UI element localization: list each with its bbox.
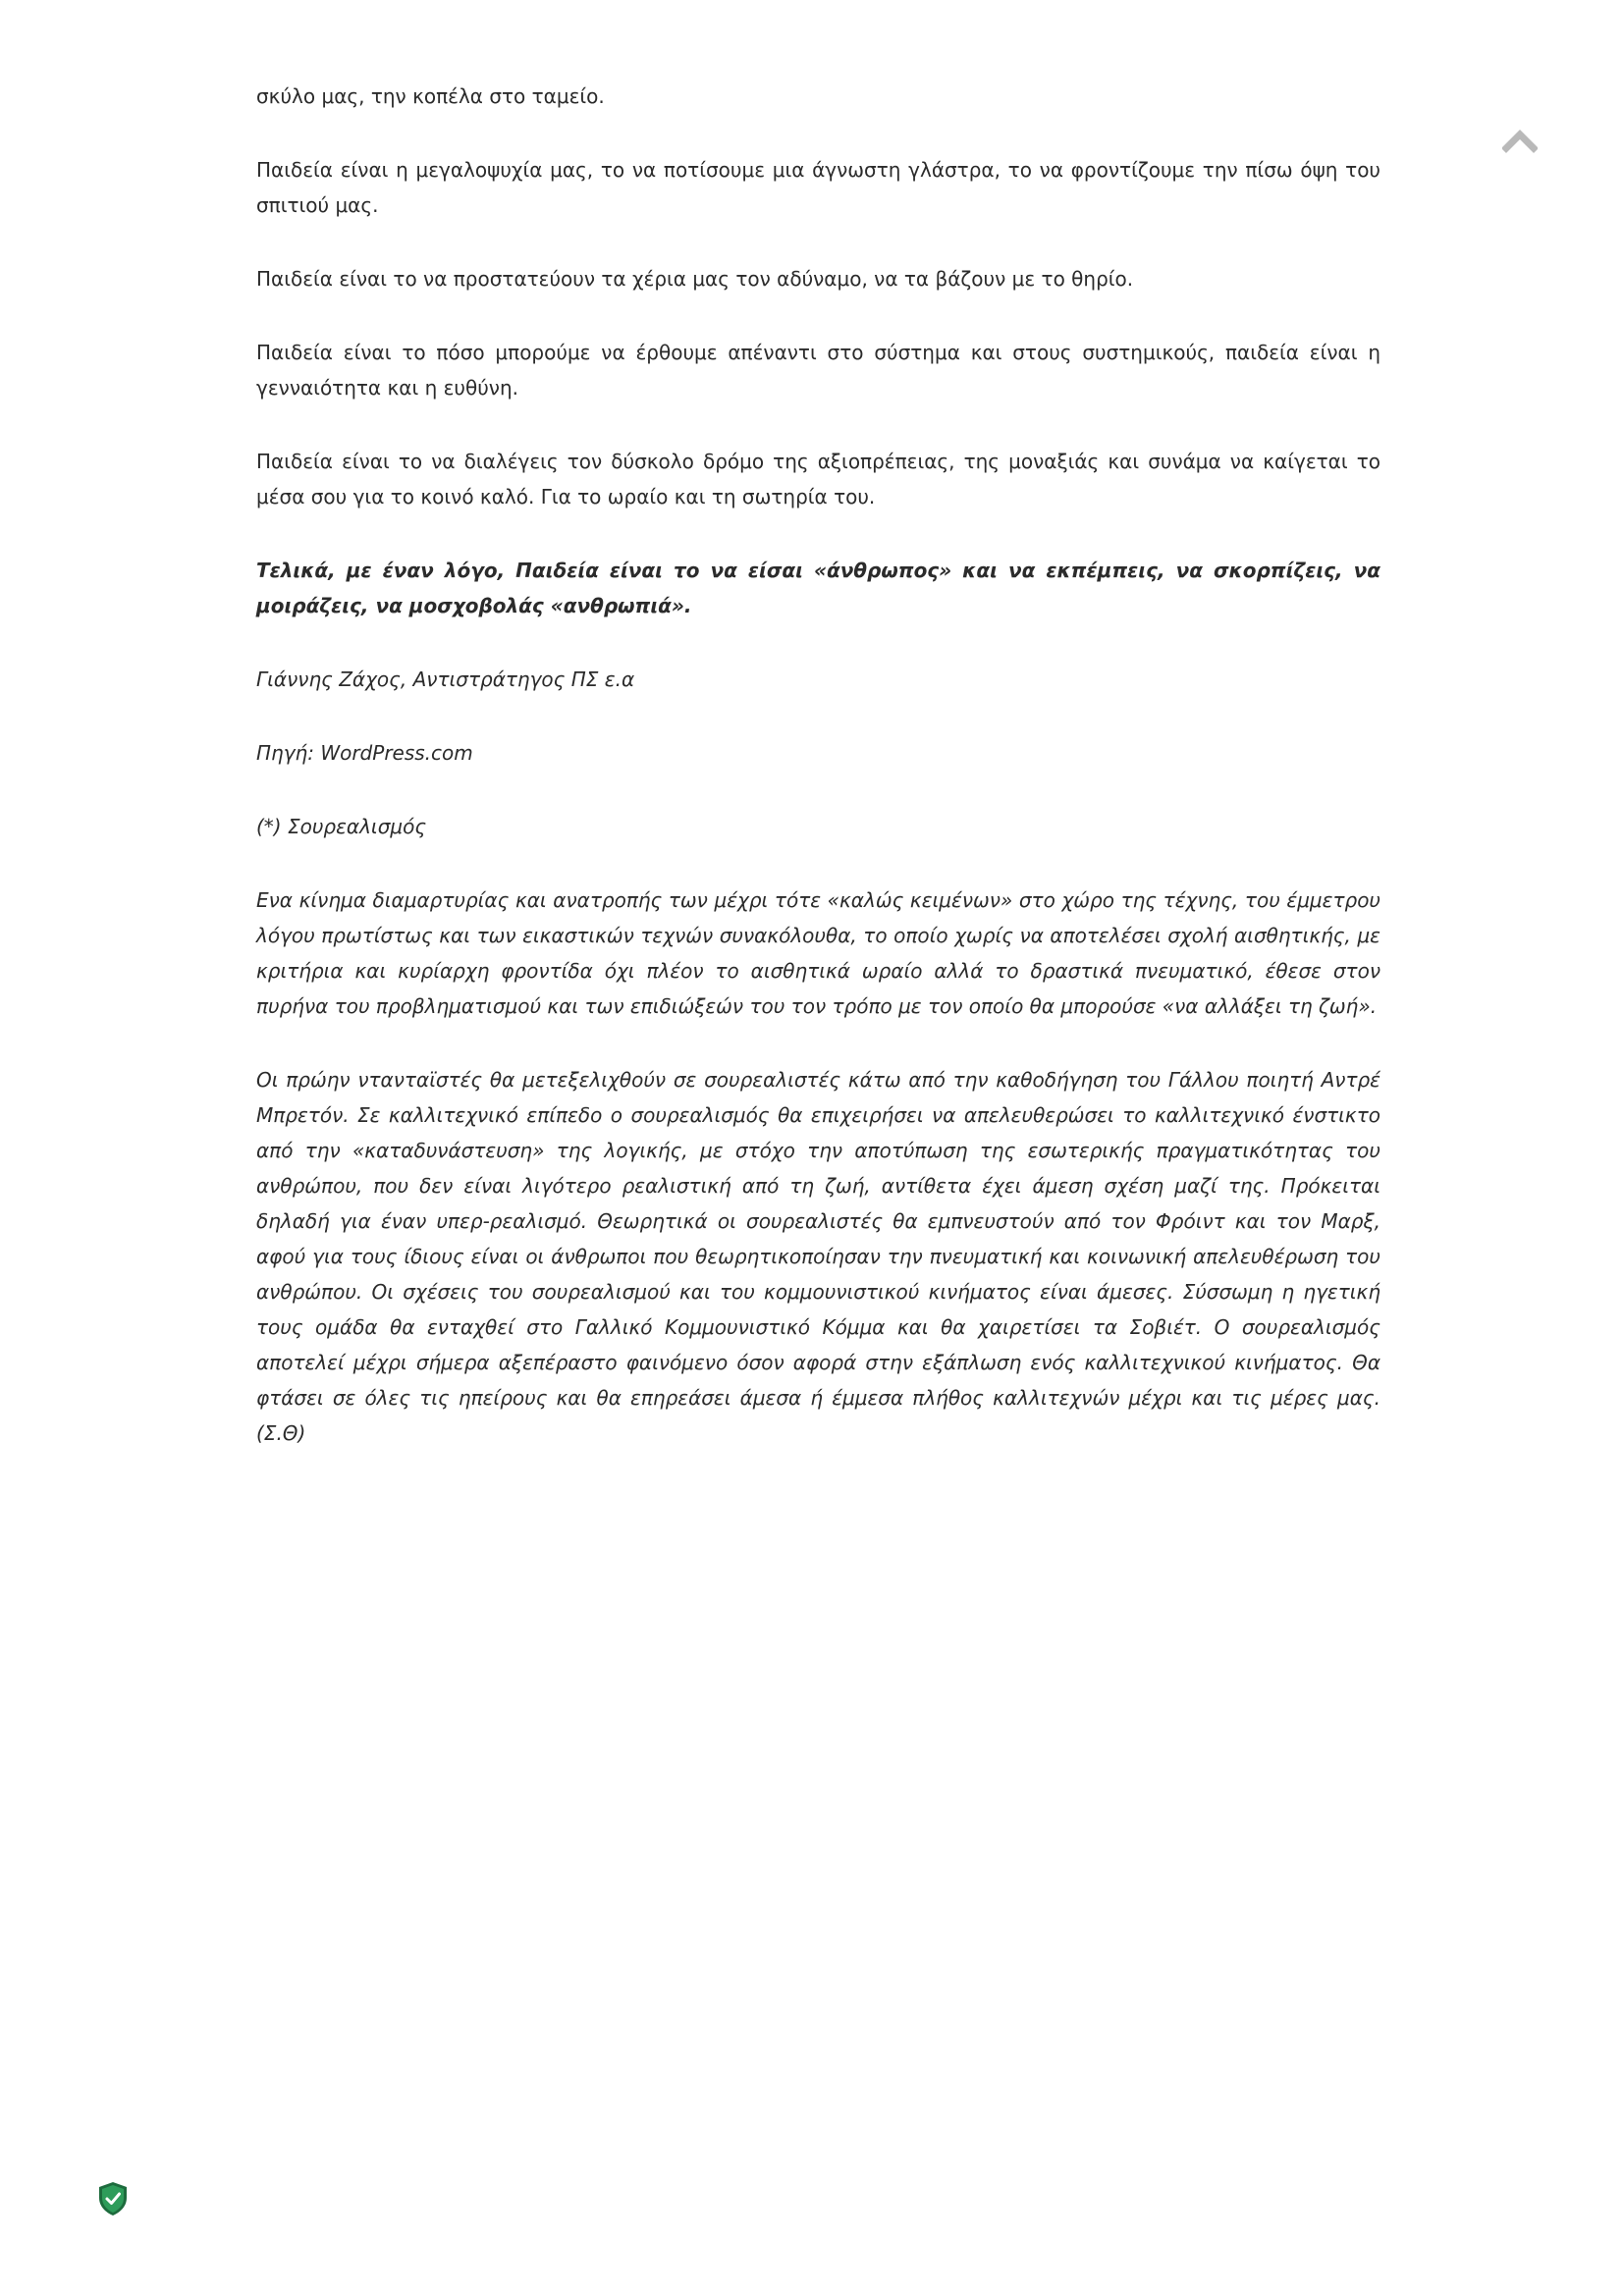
conclusion-paragraph: Τελικά, με έναν λόγο, Παιδεία είναι το να είσαι «άνθρωπος» και να εκπέμπεις, να σκορπίζεις, να μοιράζεις, να μοσχοβολάς «ανθρωπιά». xyxy=(256,559,1380,617)
security-badge[interactable] xyxy=(97,2181,129,2216)
chevron-up-icon xyxy=(1502,128,1538,153)
source-credit: Πηγή: WordPress.com xyxy=(256,741,473,765)
article-paragraph: Παιδεία είναι η μεγαλοψυχία μας, το να ποτίσουμε μια άγνωστη γλάστρα, το να φροντίζουμε την πίσω όψη του σπιτιού μας. xyxy=(256,158,1380,217)
article-paragraph: Παιδεία είναι το να διαλέγεις τον δύσκολο δρόμο της αξιοπρέπειας, της μοναξιάς και συνάμα να καίγεται το μέσα σου για το κοινό καλό. Για το ωραίο και τη σωτηρία του. xyxy=(256,450,1380,508)
footnote-paragraph: Οι πρώην ντανταϊστές θα μετεξελιχθούν σε σουρεαλιστές κάτω από την καθοδήγηση του Γάλλου ποιητή Αντρέ Μπρετόν. Σε καλλιτεχνικό επίπεδο ο σουρεαλισμός θα επιχειρήσει να απελευθερώσει το καλλιτεχνικό ένστικτο από την «καταδυνάστευση» της λογικής, με στόχο την αποτύπωση της εσωτερικής πραγματικότητας του ανθρώπου, που δεν είναι λιγότερο ρεαλιστική από τη ζωή, αντίθετα έχει άμεση σχέση μαζί της. Πρόκειται δηλαδή για έναν υπερ-ρεαλισμό. Θεωρητικά οι σουρεαλιστές θα εμπνευστούν από τον Φρόιντ και τον Μαρξ, αφού για τους ίδιους είναι οι άνθρωποι που θεωρητικοποίησαν την πνευματική και κοινωνική απελευθέρωση του ανθρώπου. Οι σχέσεις του σουρεαλισμού και του κομμουνιστικού κινήματος είναι άμεσες. Σύσσωμη η ηγετική τους ομάδα θα ενταχθεί στο Γαλλικό Κομμουνιστικό Κόμμα και θα χαιρετίσει τα Σοβιέτ. Ο σουρεαλισμός αποτελεί μέχρι σήμερα αξεπέραστο φαινόμενο όσον αφορά στην εξάπλωση ενός καλλιτεχνικού κινήματος. Θα φτάσει σε όλες τις ηπείρους και θα επηρεάσει άμεσα ή έμμεσα πλήθος καλλιτεχνών μέχρι και τις μέρες μας. (Σ.Θ) xyxy=(256,1068,1380,1445)
footnote-heading: (*) Σουρεαλισμός xyxy=(256,815,427,838)
author-signature: Γιάννης Ζάχος, Αντιστράτηγος ΠΣ ε.α xyxy=(256,667,635,691)
article-body xyxy=(256,79,1380,1489)
article-paragraph: Παιδεία είναι το να προστατεύουν τα χέρια μας τον αδύναμο, να τα βάζουν με το θηρίο. xyxy=(256,267,1134,291)
article-paragraph: Παιδεία είναι το πόσο μπορούμε να έρθουμε απέναντι στο σύστημα και στους συστημικούς, παιδεία είναι η γενναιότητα και η ευθύνη. xyxy=(256,341,1380,400)
scroll-to-top-button[interactable] xyxy=(1502,128,1538,153)
article-paragraph: σκύλο μας, την κοπέλα στο ταμείο. xyxy=(256,84,605,108)
footnote-paragraph: Ενα κίνημα διαμαρτυρίας και ανατροπής των μέχρι τότε «καλώς κειμένων» στο χώρο της τέχνης, του έμμετρου λόγου πρωτίστως και των εικαστικών τεχνών συνακόλουθα, το οποίο χωρίς να αποτελέσει σχολή αισθητικής, με κριτήρια και κυρίαρχη φροντίδα όχι πλέον το αισθητικά ωραίο αλλά το δραστικά πνευματικό, έθεσε στον πυρήνα του προβληματισμού και των επιδιώξεών του τον τρόπο με τον οποίο θα μπορούσε «να αλλάξει τη ζωή». xyxy=(256,888,1380,1018)
shield-check-icon xyxy=(97,2181,129,2216)
